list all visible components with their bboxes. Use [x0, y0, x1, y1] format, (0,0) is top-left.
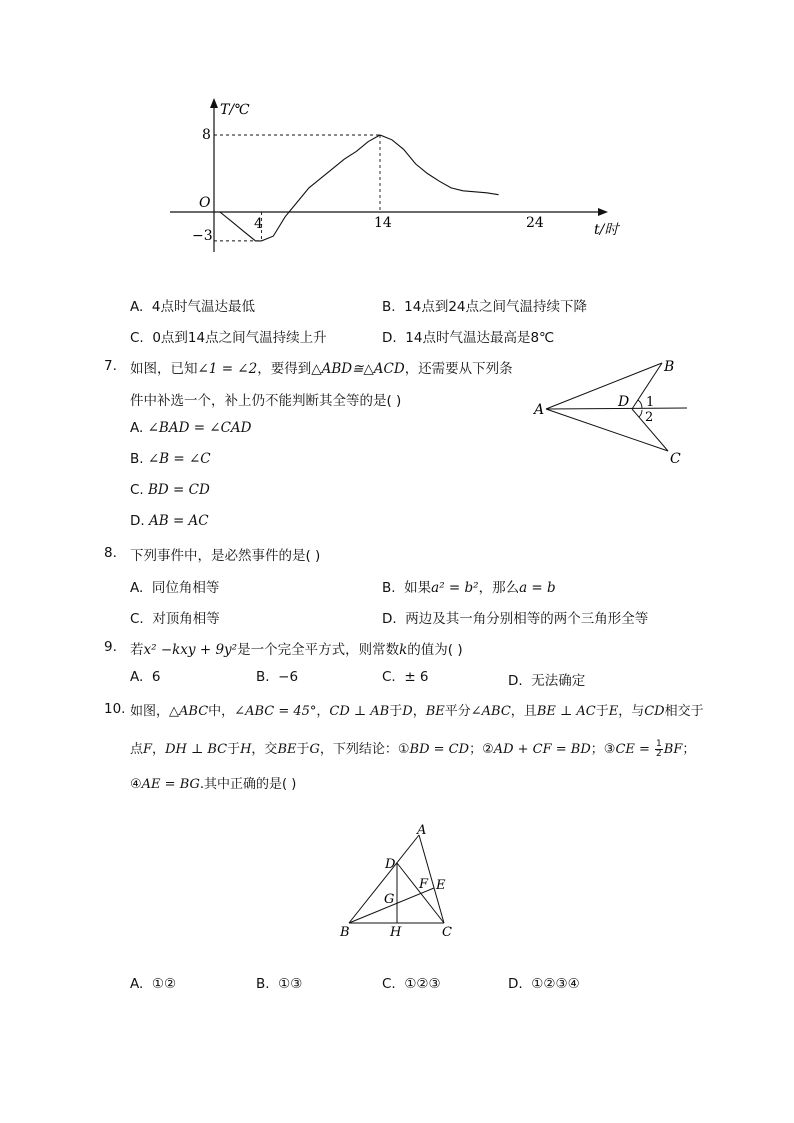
q8-option-b[interactable] [382, 576, 556, 596]
q9-stem-math: x² −kxy + 9y² [143, 642, 238, 658]
q10-fraction-den: 2 [656, 749, 662, 759]
q10-l3-p2: .其中正确的是( ) [199, 777, 297, 792]
q8-stem: 下列事件中，是必然事件的是( ) [130, 548, 321, 564]
q9-option-a-letter: A. [130, 669, 144, 685]
q8-option-c-letter: C. [130, 611, 144, 627]
q7-label-A: A [534, 402, 545, 418]
q8-option-d-text: 两边及其一角分别相等的两个三角形全等 [405, 611, 649, 627]
q6-option-b[interactable] [382, 295, 587, 315]
q7-stem-congruence: △ABD≅△ACD [311, 361, 405, 377]
q10-option-b-letter: B. [256, 976, 270, 992]
q10-l1-p6: 平分 [444, 704, 471, 719]
q9-option-c[interactable] [382, 669, 429, 685]
q7-stem-angle: ∠1 = ∠2 [197, 361, 258, 377]
q10-l2-p2: ， [152, 742, 166, 757]
q10-l1-m9: CD [644, 704, 665, 719]
q7-line-AB [546, 363, 662, 409]
q7-angle1-arc [638, 400, 642, 408]
q6-option-b-text: 14点到24点之间气温持续下降 [404, 299, 588, 315]
q9-stem-p1: 若 [130, 642, 144, 658]
q6-option-a-letter: A. [130, 299, 144, 315]
q10-l2-m9: BF [663, 742, 683, 757]
q10-l1-m4: D [402, 704, 413, 719]
q7-option-c-text: BD = CD [148, 482, 210, 498]
x-axis-label: t/时 [594, 222, 619, 238]
q7-number: 7. [104, 358, 117, 374]
q10-option-d-letter: D. [508, 976, 523, 992]
q6-option-a-text: 4点时气温达最低 [151, 299, 255, 315]
q10-stem-line1 [130, 700, 704, 719]
q6-option-c-letter: C. [130, 330, 144, 346]
q7-stem-line2: 件中补选一个，补上仍不能判断其全等的是( ) [130, 393, 402, 409]
q8-option-a[interactable] [130, 576, 219, 596]
q7-label-B: B [664, 359, 675, 375]
q10-l1-p4: 于 [389, 704, 403, 719]
y-axis-arrow [210, 98, 218, 108]
q8-option-c-text: 对顶角相等 [152, 611, 220, 627]
q10-label-G: G [384, 892, 395, 907]
q6-option-d-letter: D. [382, 330, 397, 346]
q10-l2-m1: F [143, 742, 153, 757]
y-tick-label-neg3: −3 [192, 228, 213, 244]
q10-l2-m8: CE = [615, 742, 655, 757]
q7-figure [520, 355, 700, 470]
q10-l2-p1: 点 [130, 742, 144, 757]
q8-option-a-text: 同位角相等 [151, 580, 220, 596]
q9-stem-p2: 是一个完全平方式，则常数 [237, 642, 400, 658]
q10-l2-p7: ；② [469, 742, 494, 757]
q10-line-BA [349, 835, 419, 923]
q10-line-CD [397, 863, 444, 923]
q10-label-H: H [390, 925, 402, 940]
q9-option-c-letter: C. [382, 669, 396, 685]
q10-l1-p9: ，与 [618, 704, 645, 719]
q7-angle2-arc [639, 410, 642, 417]
x-axis-arrow [598, 208, 608, 216]
q6-option-a[interactable] [130, 295, 255, 315]
q10-l2-p9: ； [682, 742, 696, 757]
q8-number: 8. [104, 545, 117, 561]
q10-option-b-text: ①③ [278, 976, 303, 992]
q10-l2-p6: ，下列结论：① [319, 742, 410, 757]
q10-l2-p3: 于 [227, 742, 241, 757]
q9-option-d-letter: D. [508, 673, 523, 689]
y-tick-label-8: 8 [202, 127, 211, 143]
q7-option-b[interactable] [130, 451, 211, 467]
q10-l1-m1: △ABC [169, 704, 209, 719]
q10-l1-m8: E [608, 704, 619, 719]
x-tick-label-14: 14 [374, 215, 392, 231]
q7-label-C: C [670, 451, 681, 467]
q7-option-a-letter: A. [130, 420, 144, 436]
q6-option-d[interactable] [382, 326, 554, 346]
q10-l1-m2: ∠ABC = 45° [234, 704, 317, 719]
y-axis-label: T/℃ [220, 102, 250, 118]
q9-option-a-text: 6 [151, 669, 161, 685]
x-tick-label-4: 4 [254, 216, 263, 232]
q10-l1-m5: BE [425, 704, 445, 719]
q7-option-b-text: ∠B = ∠C [147, 451, 211, 467]
q7-line-AD-extended [546, 408, 687, 409]
q10-option-c[interactable] [382, 976, 441, 992]
q10-l2-p8: ；③ [590, 742, 616, 757]
q9-option-a[interactable] [130, 669, 160, 685]
q9-option-b-letter: B. [256, 669, 270, 685]
q7-option-c[interactable] [130, 482, 210, 498]
x-tick-label-24: 24 [526, 215, 544, 231]
q10-l1-p2: 中， [208, 704, 235, 719]
q10-l1-p8: 于 [595, 704, 609, 719]
q10-fraction-num: 1 [656, 739, 662, 749]
q10-label-C: C [442, 925, 452, 940]
q7-option-d[interactable] [130, 513, 209, 529]
q7-stem-line1 [130, 357, 513, 377]
q10-l2-m6: BD = CD [409, 742, 470, 757]
q10-l1-p1: 如图， [130, 704, 170, 719]
q10-l2-m2: DH ⊥ BC [165, 742, 228, 757]
q8-option-b-math1: a² = b² [431, 580, 479, 596]
q7-label-2: 2 [645, 410, 654, 425]
q10-l2-m3: H [240, 742, 252, 757]
q7-stem-p1: 如图，已知 [130, 361, 198, 377]
q10-l3-p1: ④ [130, 777, 142, 792]
q7-option-b-letter: B. [130, 451, 144, 467]
q8-option-b-p2: ，那么 [478, 580, 520, 596]
q9-option-b-text: −6 [278, 669, 299, 685]
q10-option-b[interactable] [256, 976, 302, 992]
q8-option-c[interactable] [130, 607, 220, 627]
origin-label: O [199, 195, 211, 211]
q10-l3-m1: AE = BG [141, 777, 200, 792]
q8-option-b-math2: a = b [519, 580, 556, 596]
q10-number: 10. [104, 701, 126, 717]
q10-option-a-letter: A. [130, 976, 144, 992]
q10-l1-p5: ， [412, 704, 426, 719]
q10-label-F: F [419, 877, 429, 892]
q9-option-c-text: ± 6 [404, 669, 429, 685]
q10-l2-p5: 于 [296, 742, 310, 757]
q6-option-d-text: 14点时气温达最高是8℃ [405, 330, 555, 346]
q6-option-c[interactable] [130, 326, 327, 346]
q6-option-b-letter: B. [382, 299, 396, 315]
q8-option-b-p1: 如果 [404, 580, 432, 596]
q10-l1-m7: BE ⊥ AC [536, 704, 596, 719]
q10-option-d[interactable] [508, 976, 580, 992]
q10-figure [330, 820, 470, 945]
q7-option-a-text: ∠BAD = ∠CAD [147, 420, 252, 436]
q10-l2-m7: AD + CF = BD [493, 742, 591, 757]
q9-number: 9. [104, 639, 117, 655]
q10-stem-line2 [130, 738, 695, 759]
q7-label-D: D [618, 394, 630, 410]
q10-l1-m3: CD ⊥ AB [329, 704, 390, 719]
q7-option-c-letter: C. [130, 482, 144, 498]
q10-l1-m6: ∠ABC [470, 704, 511, 719]
q6-option-c-text: 0点到14点之间气温持续上升 [152, 330, 327, 346]
q10-option-c-text: ①②③ [404, 976, 441, 992]
q9-stem-k: k [399, 642, 408, 658]
temperature-chart [0, 0, 794, 270]
q9-option-d-text: 无法确定 [531, 673, 586, 689]
q8-option-a-letter: A. [130, 580, 144, 596]
q9-stem-p3: 的值为( ) [407, 642, 463, 658]
q7-option-a[interactable] [130, 420, 252, 436]
q7-stem-p2: ，要得到 [257, 361, 312, 377]
q7-stem-p3: ，还需要从下列条 [404, 361, 513, 377]
q10-label-A: A [417, 823, 427, 838]
q7-label-1: 1 [646, 395, 655, 410]
q10-label-E: E [436, 878, 446, 893]
q8-option-d[interactable] [382, 607, 648, 627]
q10-l2-m5: G [309, 742, 320, 757]
q10-fraction [655, 740, 663, 759]
q9-stem [130, 638, 463, 658]
q10-option-d-text: ①②③④ [531, 976, 580, 992]
q10-option-a[interactable] [130, 976, 176, 992]
q10-label-B: B [340, 925, 350, 940]
q10-l2-m4: BE [277, 742, 297, 757]
q10-l2-p4: ，交 [251, 742, 278, 757]
q10-l1-p7: ，且 [510, 704, 537, 719]
q8-option-b-letter: B. [382, 580, 396, 596]
q10-stem-line3 [130, 773, 296, 792]
q7-option-d-letter: D. [130, 513, 145, 529]
q9-option-d[interactable] [508, 669, 585, 689]
q10-label-D: D [385, 857, 396, 872]
q10-l1-p3: ， [316, 704, 330, 719]
q7-option-d-text: AB = AC [148, 513, 209, 529]
q10-option-a-text: ①② [151, 976, 177, 992]
q10-option-c-letter: C. [382, 976, 396, 992]
q10-l1-p10: 相交于 [664, 704, 704, 719]
q9-option-b[interactable] [256, 669, 298, 685]
q8-option-d-letter: D. [382, 611, 397, 627]
